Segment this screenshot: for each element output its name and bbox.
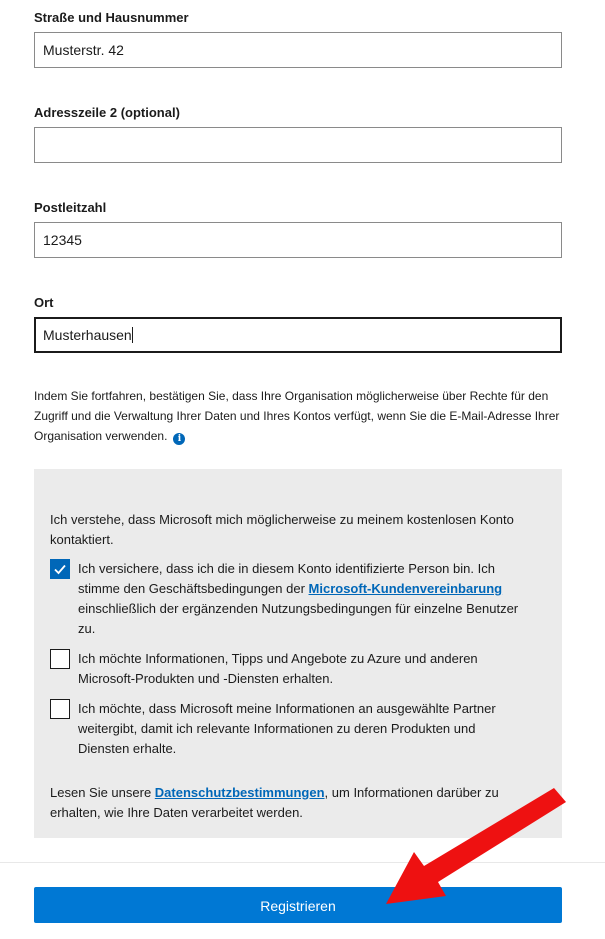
terms-text-after: einschließlich der ergänzenden Nutzungsbedingungen für einzelne Benutzer zu. <box>78 601 519 636</box>
partners-checkbox[interactable] <box>50 699 70 719</box>
terms-text-before: Ich versichere, dass ich die in diesem Konto identifizierte Person bin. Ich stimme den Geschäftsbedingungen der <box>78 561 495 596</box>
address2-label: Adresszeile 2 (optional) <box>34 105 180 120</box>
street-input[interactable]: Musterstr. 42 <box>34 32 562 68</box>
street-label: Straße und Hausnummer <box>34 10 189 25</box>
privacy-text-after: , um Informationen darüber zu erhalten, wie Ihre Daten verarbeitet werden. <box>50 785 499 820</box>
city-input-value: Musterhausen <box>43 327 132 343</box>
red-arrow-annotation <box>380 780 570 910</box>
organization-notice-text: Indem Sie fortfahren, bestätigen Sie, dass Ihre Organisation möglicherweise über Rechte für den Zugriff und die Verwaltung Ihrer Daten und Ihres Kontos verfügt, wenn Sie die E-Mail-Adresse Ihrer Organisation verwenden. <box>34 389 560 443</box>
city-input[interactable] <box>34 317 562 353</box>
offers-text: Ich möchte Informationen, Tipps und Angebote zu Azure und anderen Microsoft-Produkten und -Diensten erhalten. <box>78 651 478 686</box>
privacy-statement-link[interactable]: Datenschutzbestimmungen <box>154 785 325 800</box>
text-caret <box>132 327 133 343</box>
terms-checkbox[interactable] <box>50 559 70 579</box>
city-label: Ort <box>34 295 54 310</box>
info-icon[interactable]: i <box>173 433 185 445</box>
terms-text <box>78 559 528 639</box>
checkmark-icon <box>51 560 69 578</box>
customer-agreement-link[interactable]: Microsoft-Kundenvereinbarung <box>308 581 503 596</box>
consent-intro: Ich verstehe, dass Microsoft mich möglicherweise zu meinem kostenlosen Konto kontaktiert. <box>50 512 514 547</box>
address2-input[interactable] <box>34 127 562 163</box>
organization-notice <box>34 386 564 446</box>
privacy-text-before: Lesen Sie unsere <box>50 785 155 800</box>
register-button[interactable]: Registrieren <box>34 887 562 923</box>
zip-input[interactable]: 12345 <box>34 222 562 258</box>
zip-label: Postleitzahl <box>34 200 107 215</box>
partners-text: Ich möchte, dass Microsoft meine Informationen an ausgewählte Partner weitergibt, damit ich relevante Informationen zu deren Produkten und Diensten erhalte. <box>78 701 496 756</box>
offers-checkbox[interactable] <box>50 649 70 669</box>
